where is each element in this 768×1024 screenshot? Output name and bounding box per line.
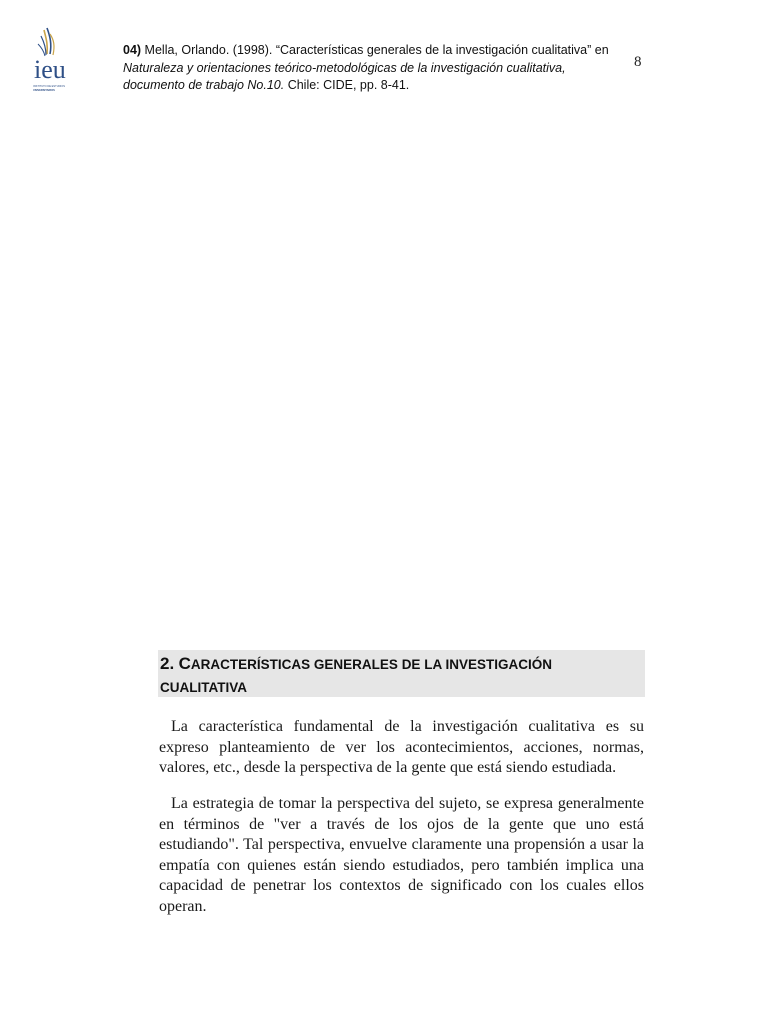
ieu-logo	[30, 24, 82, 96]
section-title-line1: ARACTERÍSTICAS GENERALES DE LA INVESTIGACIÓN	[190, 657, 552, 672]
logo-text: ieu	[34, 55, 66, 84]
section-heading	[158, 650, 645, 697]
citation-title: Naturaleza y orientaciones teórico-metodológicas de la investigación cualitativa, documento de trabajo No.10.	[123, 60, 566, 92]
citation-number: 04)	[123, 43, 142, 57]
section-title-line2: CUALITATIVA	[160, 680, 247, 695]
page-number: 8	[634, 54, 642, 70]
ieu-logo-mark	[30, 24, 82, 96]
svg-text:UNIVERSITARIOS: UNIVERSITARIOS	[33, 89, 55, 92]
section-number: 2.	[160, 654, 175, 673]
section-title-initial: C	[178, 654, 191, 673]
citation-details: Chile: CIDE, pp. 8-41.	[284, 78, 410, 92]
svg-text:INSTITUTO DE ESTUDIOS: INSTITUTO DE ESTUDIOS	[33, 85, 65, 88]
paragraph-2: La estrategia de tomar la perspectiva del sujeto, se expresa generalmente en términos de "ver a través de los ojos de la gente que uno está estudiando". Tal perspectiva, envuelve claramente una propensión a usar la empatía con quienes están siendo estudiados, pero también implica una capacidad de penetrar los contextos de significado con los cuales ellos operan.	[159, 795, 644, 915]
paragraph-1: La característica fundamental de la investigación cualitativa es su expreso planteamiento de ver los acontecimientos, acciones, normas, valores, etc., desde la perspectiva de la gente que está siendo estudiada.	[159, 718, 644, 776]
header-citation	[123, 42, 623, 95]
citation-authors: Mella, Orlando. (1998). “Características generales de la investigación cualitativa” en	[141, 43, 609, 57]
